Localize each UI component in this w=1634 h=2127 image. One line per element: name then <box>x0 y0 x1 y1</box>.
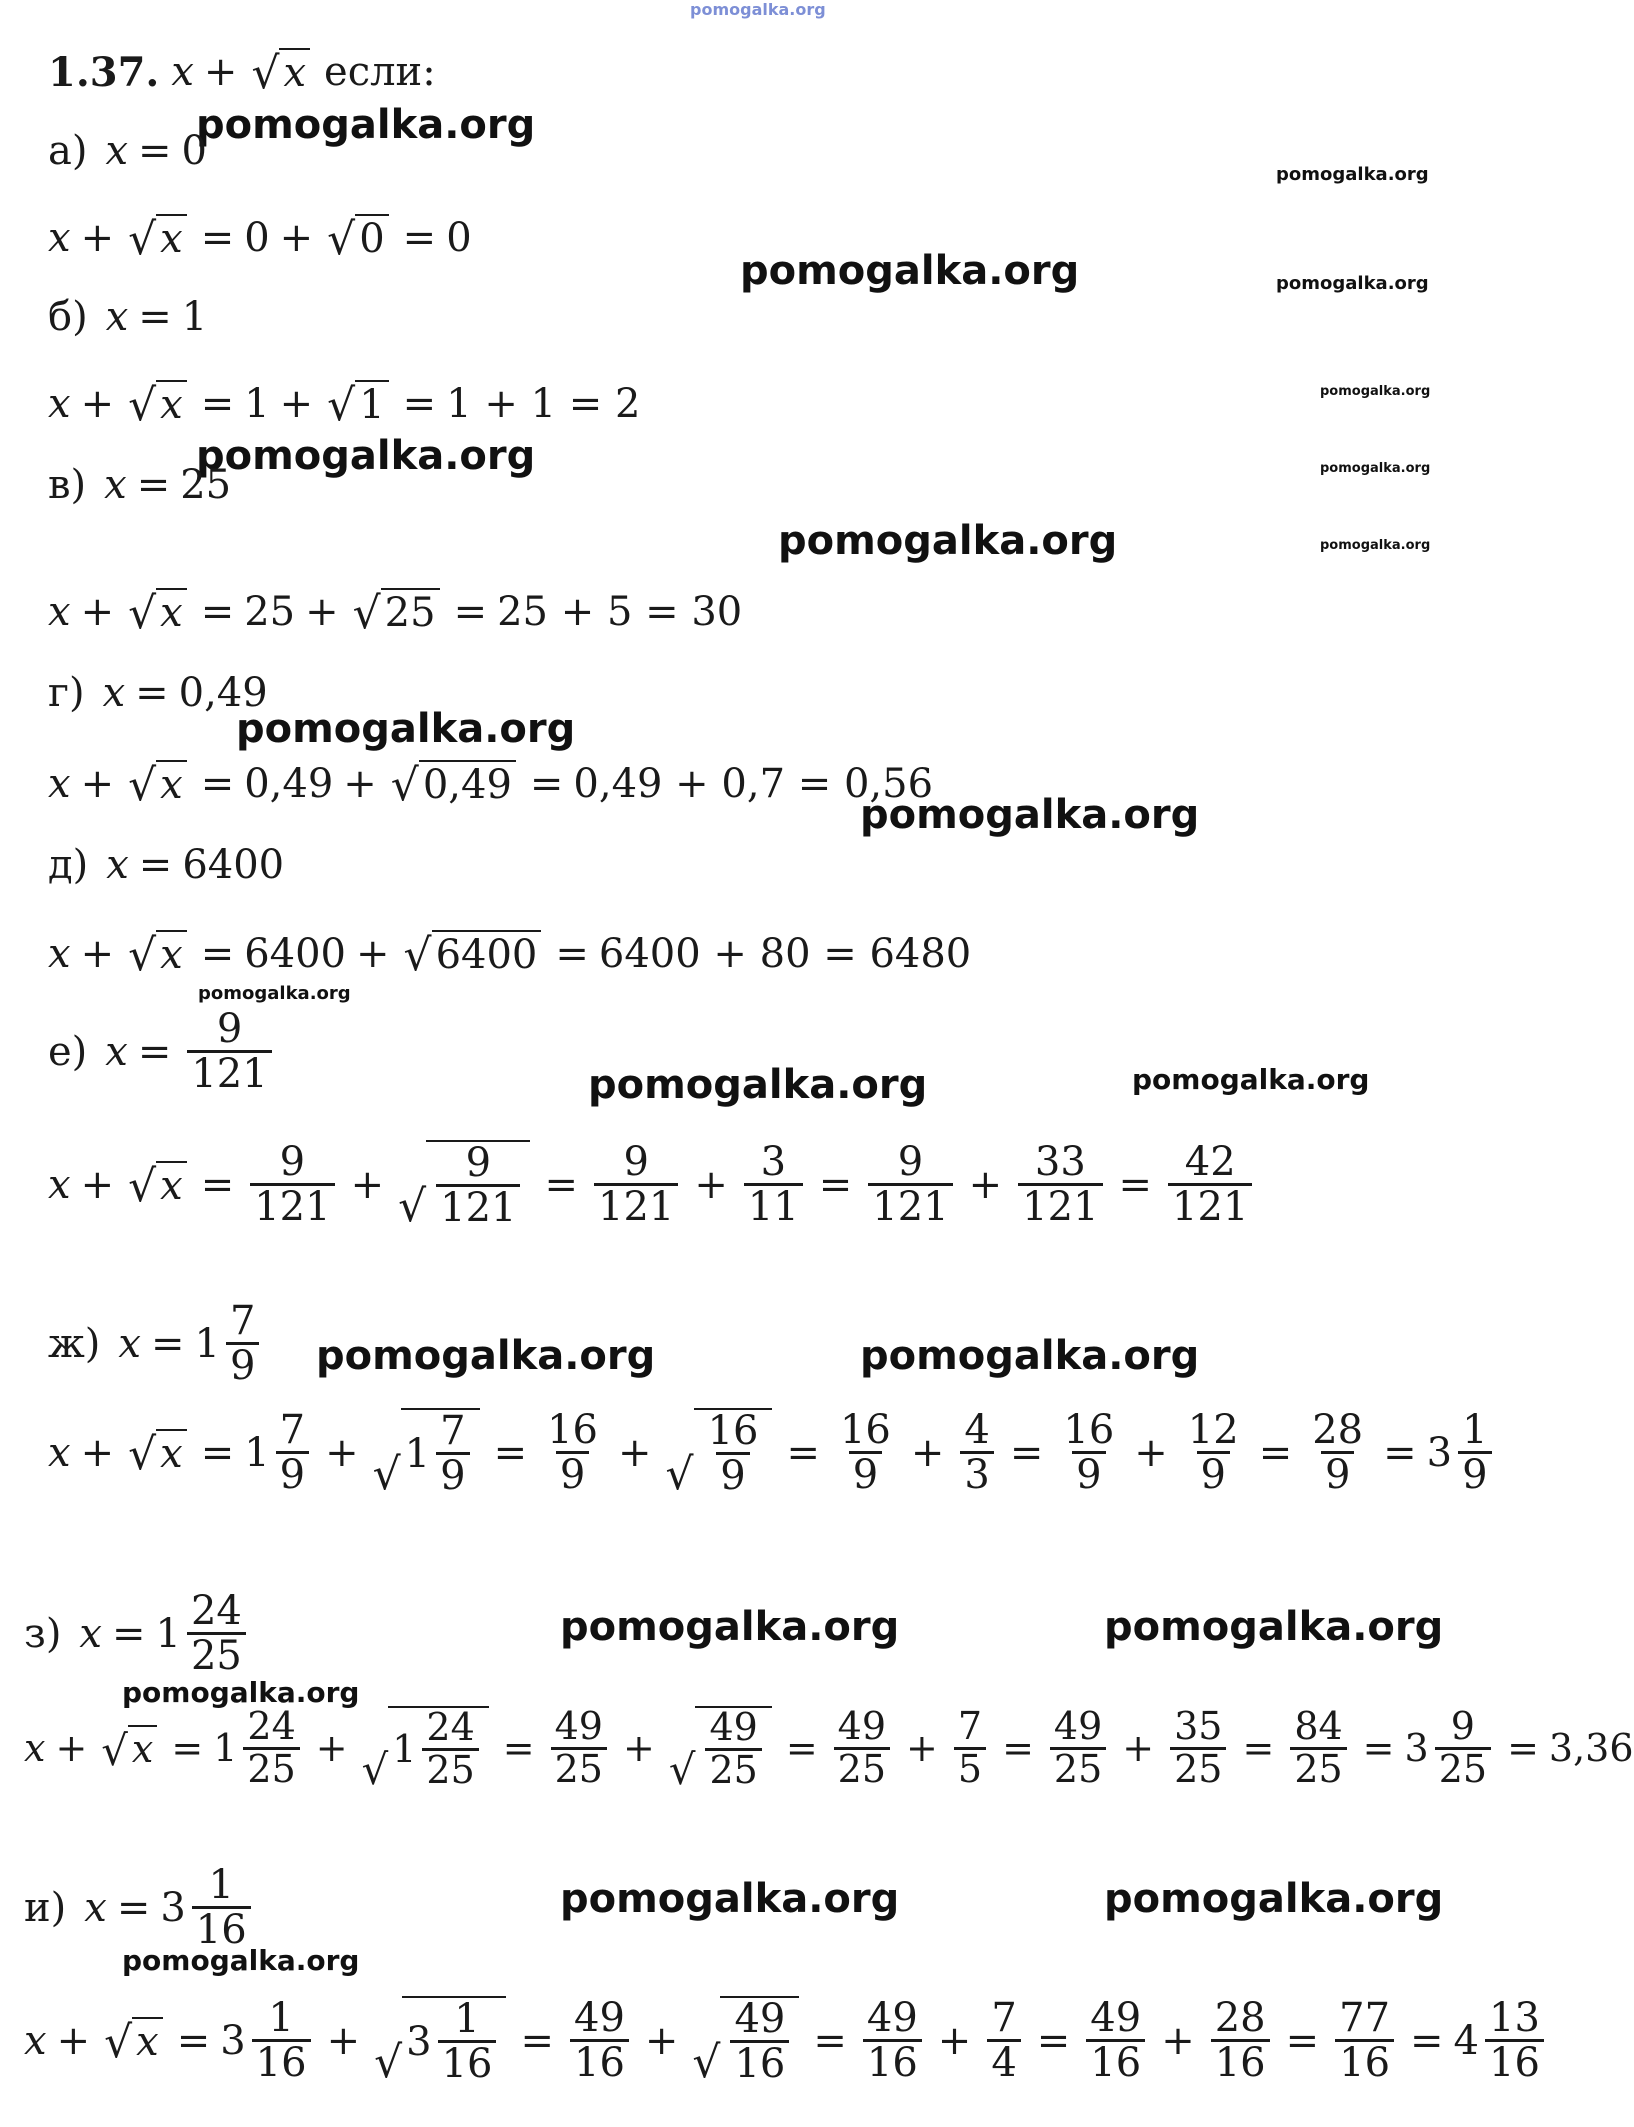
watermark: pomogalka.org <box>1320 461 1431 476</box>
watermark: pomogalka.org <box>778 518 1118 564</box>
part-a-solution: x + √ x = 0 + √ 0 = 0 <box>48 214 472 265</box>
part-b-statement: б) x = 1 <box>48 294 208 340</box>
fraction: $\frac{9}{121}$ <box>187 1008 271 1095</box>
watermark: pomogalka.org <box>560 1876 900 1922</box>
watermark: pomogalka.org <box>1132 1063 1370 1096</box>
part-c-statement: в) x = 25 <box>48 462 232 508</box>
x-value: 0 <box>181 128 207 174</box>
part-label: е) <box>48 1028 88 1075</box>
watermark: pomogalka.org <box>198 983 351 1004</box>
fraction: $\frac{7}{9}$ <box>226 1300 259 1387</box>
part-g-solution: x + √ x = 1 $\frac{7}{9}$ + √ 1 $\frac{7}{9}$ = $\frac{16}{9}$ + √ $\frac{16}{9}$ = $\frac{16}{9}$ + $\frac{4}{3}$ = $\frac{16}{9}$ + $\frac{12}{9}$ = $\frac{28}{9}$ = 3 $\frac{1}{9}$ <box>48 1408 1498 1497</box>
x-value: 6400 <box>182 842 285 888</box>
watermark: pomogalka.org <box>122 1676 360 1709</box>
variable: x <box>171 49 194 95</box>
part-a-statement: а) x = 0 <box>48 128 207 174</box>
problem-title <box>48 48 436 99</box>
x-value: 25 <box>180 462 232 508</box>
x-value: 1 <box>181 294 208 340</box>
problem-number: 1.37. <box>48 48 160 96</box>
operator: + <box>203 49 238 95</box>
part-label: г) <box>48 670 85 716</box>
sqrt: √ x <box>251 48 310 96</box>
part-h-solution: x + √ x = 1 $\frac{24}{25}$ + √ 1 $\frac{24}{25}$ = $\frac{49}{25}$ + √ $\frac{49}{25}$ = $\frac{49}{25}$ + $\frac{7}{5}$ = $\frac{49}{25}$ + $\frac{35}{25}$ = $\frac{84}{25}$ = 3 $\frac{9}{25}$ = 3,36 <box>24 1704 1634 1794</box>
part-h-statement: з) x = 1 $\frac{24}{25}$ <box>24 1590 252 1677</box>
part-label: д) <box>48 842 89 888</box>
part-i-statement: и) x = 3 $\frac{1}{16}$ <box>24 1864 257 1951</box>
watermark: pomogalka.org <box>196 102 536 148</box>
part-e-solution: x + √ x = 6400 + √ 6400 = 6400 + 80 = 6480 <box>48 930 972 981</box>
watermark: pomogalka.org <box>860 1333 1200 1379</box>
watermark: pomogalka.org <box>560 1604 900 1650</box>
part-i-solution: x + √ x = 3 $\frac{1}{16}$ + √ 3 $\frac{1}{16}$ = $\frac{49}{16}$ + √ $\frac{49}{16}$ = $\frac{49}{16}$ + $\frac{7}{4}$ = $\frac{49}{16}$ + $\frac{28}{16}$ = $\frac{77}{16}$ = 4 $\frac{13}{16}$ <box>24 1996 1550 2085</box>
watermark: pomogalka.org <box>740 248 1080 294</box>
part-c-solution: x + √ x = 25 + √ 25 = 25 + 5 = 30 <box>48 588 743 639</box>
part-f-solution: x + √ x = $\frac{9}{121}$ + √ $\frac{9}{121}$ = $\frac{9}{121}$ + $\frac{3}{11}$ = $\frac{9}{121}$ + $\frac{33}{121}$ = $\frac{42}{121}$ <box>48 1140 1258 1229</box>
watermark: pomogalka.org <box>1276 273 1429 294</box>
part-d-solution: x + √ x = 0,49 + √ 0,49 = 0,49 + 0,7 = 0,56 <box>48 760 934 811</box>
fraction: $\frac{1}{16}$ <box>192 1864 251 1951</box>
part-label: ж) <box>48 1320 101 1367</box>
part-label: б) <box>48 294 88 340</box>
watermark: pomogalka.org <box>860 792 1200 838</box>
part-d-statement: г) x = 0,49 <box>48 670 268 716</box>
part-label: а) <box>48 128 88 174</box>
problem-tail: если: <box>324 49 436 95</box>
part-label: и) <box>24 1884 67 1931</box>
watermark: pomogalka.org <box>1320 384 1431 399</box>
watermark: pomogalka.org <box>1320 538 1431 553</box>
watermark-top: pomogalka.org <box>690 0 826 19</box>
watermark: pomogalka.org <box>1276 164 1429 185</box>
watermark: pomogalka.org <box>236 706 576 752</box>
watermark: pomogalka.org <box>588 1062 928 1108</box>
watermark: pomogalka.org <box>122 1944 360 1977</box>
watermark: pomogalka.org <box>316 1333 656 1379</box>
part-e-statement: д) x = 6400 <box>48 842 285 888</box>
x-value: 0,49 <box>178 670 268 716</box>
part-f-statement: е) x = $\frac{9}{121}$ <box>48 1008 278 1095</box>
watermark: pomogalka.org <box>1104 1604 1444 1650</box>
part-g-statement: ж) x = 1 $\frac{7}{9}$ <box>48 1300 265 1387</box>
part-label: в) <box>48 462 87 508</box>
watermark: pomogalka.org <box>196 433 536 479</box>
part-label: з) <box>24 1610 62 1657</box>
fraction: $\frac{24}{25}$ <box>187 1590 246 1677</box>
watermark: pomogalka.org <box>1104 1876 1444 1922</box>
part-b-solution: x + √ x = 1 + √ 1 = 1 + 1 = 2 <box>48 380 641 431</box>
